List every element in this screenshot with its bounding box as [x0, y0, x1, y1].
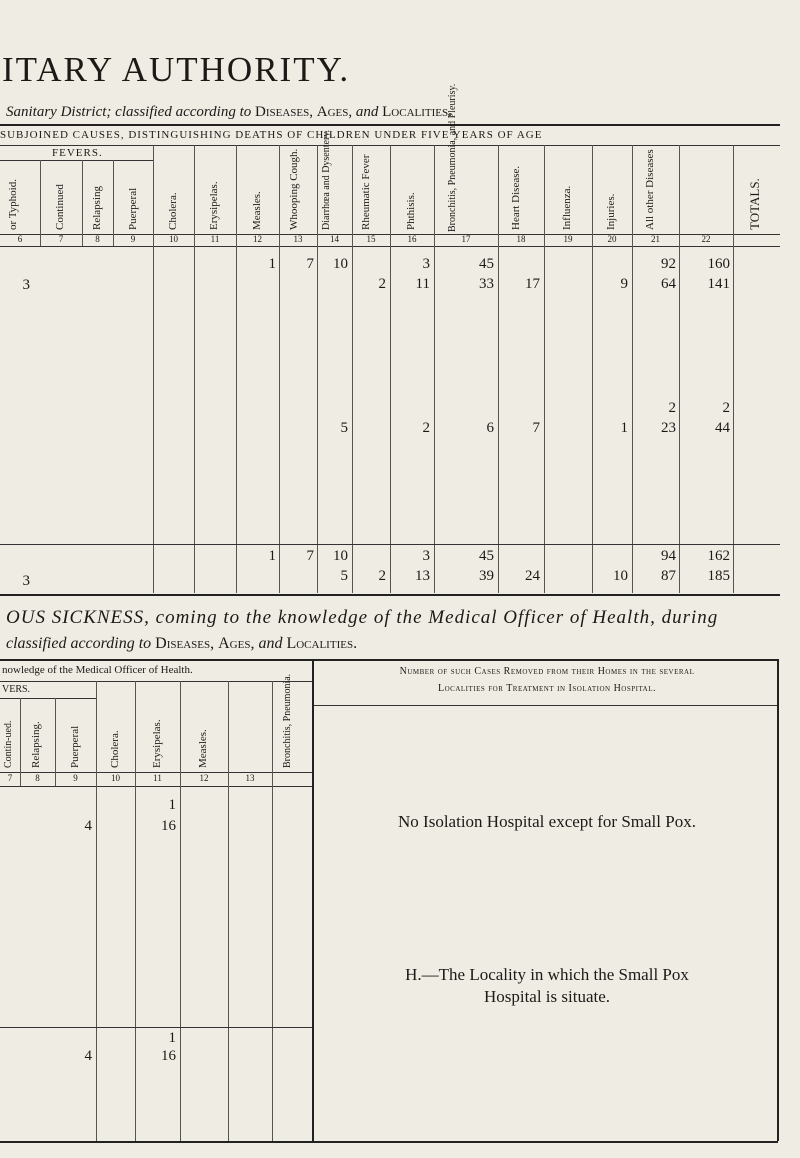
t1-colnum: 15: [366, 234, 376, 244]
section2-term-ages: Ages,: [218, 635, 255, 652]
t1-colnum: 14: [330, 234, 339, 244]
t1-header-typhoid: or Typhoid.: [7, 179, 19, 230]
section2-and: and: [258, 635, 283, 652]
isolation-caption: [316, 663, 778, 697]
t1-sep: [434, 145, 435, 593]
table1-caption: SUBJOINED CAUSES, DISTINGUISHING DEATHS OF CHILDREN UNDER FIVE YEARS OF AGE: [0, 129, 543, 141]
table2-bottom-rule: [0, 1141, 778, 1143]
t1-header-measles: Measles.: [251, 191, 263, 230]
t1-colnum: 20: [607, 234, 617, 244]
subtitle-term-diseases: Diseases,: [255, 104, 313, 120]
t1-header-relapsing: Relapsing: [91, 186, 103, 230]
t1-cell: 3: [422, 256, 430, 272]
t1-colnum: 10: [169, 234, 178, 244]
t1-total-cell: 24: [525, 568, 540, 584]
table2-totals-rule: [0, 1027, 312, 1028]
table2-top-rule: [0, 659, 778, 661]
t1-header-bronchitis: Bronchitis, Pneumonia, and Pleurisy.: [447, 83, 458, 232]
t1-row-label: 3: [22, 277, 30, 293]
t1-colnum: 13: [293, 234, 303, 244]
t1-total-cell: 162: [707, 548, 730, 564]
t1-sep: [632, 145, 633, 593]
t1-cell: 33: [479, 276, 494, 292]
t1-header-puerperal: Puerperal: [127, 187, 139, 230]
t2-sep: [180, 681, 181, 1141]
t2-colnum: 10: [111, 773, 120, 783]
t1-cell: 23: [661, 420, 676, 436]
t1-colnum: 8: [95, 234, 100, 244]
t2-colnum: 11: [153, 773, 162, 783]
t1-cell: 2: [378, 276, 386, 292]
t1-cell: 2: [668, 400, 676, 416]
t1-total-cell: 2: [378, 568, 386, 584]
isolation-note: No Isolation Hospital except for Small Pox.: [398, 812, 696, 831]
t1-total-cell: 45: [479, 548, 494, 564]
t1-header-injuries: Injuries.: [605, 193, 617, 230]
t1-cell: 45: [479, 256, 494, 272]
t2-divider: [312, 659, 314, 1141]
t1-sep: [153, 145, 154, 593]
t1-sep: [592, 145, 593, 593]
t2-colnum: 9: [73, 773, 78, 783]
table1-bottom-rule: [0, 594, 780, 596]
t1-sep: [498, 145, 499, 593]
t2-cell: 16: [161, 818, 176, 834]
t1-cell: 17: [525, 276, 540, 292]
section2-term-localities: Localities.: [286, 635, 358, 652]
t1-colnum: 11: [210, 234, 220, 244]
t1-total-cell: 1: [268, 548, 276, 564]
t1-cell: 10: [333, 256, 348, 272]
t2-header-erysipelas: Erysipelas.: [151, 719, 163, 768]
t1-total-cell: 185: [707, 568, 730, 584]
isolation-caption-line1: Number of such Cases Removed from their Homes in the several: [399, 666, 695, 677]
locality-note-line2: Hospital is situate.: [483, 987, 611, 1006]
t1-cell: 44: [715, 420, 730, 436]
locality-note-line1: H.—The Locality in which the Small Pox: [405, 965, 689, 984]
t1-cell: 2: [422, 420, 430, 436]
t2-cell: 1: [168, 797, 176, 813]
t1-sep: [352, 145, 353, 593]
t1-total-cell: 7: [306, 548, 314, 564]
isolation-caption-line2: Localities for Treatment in Isolation Hospital.: [437, 683, 657, 694]
t2-total-cell: 16: [161, 1048, 176, 1064]
t1-header-heart-disease: Heart Disease.: [510, 165, 522, 230]
t1-header-influenza: Influenza.: [561, 185, 573, 230]
t1-cell: 64: [661, 276, 676, 292]
t1-cell: 1: [620, 420, 628, 436]
t1-total-cell: 87: [661, 568, 676, 584]
t1-total-cell: 5: [340, 568, 348, 584]
t1-cell: 7: [532, 420, 540, 436]
t1-colnum: 17: [461, 234, 471, 244]
t1-cell: 160: [707, 256, 730, 272]
t1-sep: [194, 145, 195, 593]
t1-total-cell: 10: [333, 548, 348, 564]
t1-sep: [679, 145, 680, 593]
t1-header-totals: TOTALS.: [747, 178, 762, 230]
t1-colnum: 21: [651, 234, 660, 244]
t1-cell: 11: [415, 276, 430, 292]
t1-row-label: 3: [22, 573, 30, 589]
t2-sep: [272, 681, 273, 1141]
t1-cell: 6: [486, 420, 494, 436]
t1-sep: [317, 145, 318, 593]
t2-header-cholera: Cholera.: [109, 730, 121, 768]
t1-cell: 9: [620, 276, 628, 292]
t2-sep: [135, 681, 136, 1141]
t1-sep: [733, 145, 734, 593]
t2-total-cell: 1: [168, 1030, 176, 1046]
table2-fevers-rule: [0, 698, 96, 699]
t1-header-diarrhoea: Diarrhœa and Dysentery.: [321, 129, 332, 230]
section2-prefix: classified according to: [6, 635, 152, 652]
t1-colnum: 12: [253, 234, 262, 244]
t2-colnum: 12: [199, 773, 209, 783]
t2-header-bronchitis: Bronchitis, Pneumonia.: [282, 673, 293, 768]
subtitle-and: and: [355, 104, 379, 120]
t1-cell: 2: [722, 400, 730, 416]
t1-total-cell: 13: [415, 568, 430, 584]
section2-heading: OUS SICKNESS, coming to the knowledge of the Medical Officer of Health, during: [6, 607, 719, 628]
t1-total-cell: 10: [613, 568, 628, 584]
page-title: ITARY AUTHORITY.: [2, 50, 351, 89]
t1-sep: [279, 145, 280, 593]
t2-colnum: 8: [35, 773, 40, 783]
t1-colnum: 9: [130, 234, 136, 244]
t1-header-all-other: All other Diseases: [644, 149, 656, 230]
t1-total-cell: 39: [479, 568, 494, 584]
table2-caption-rule: [0, 681, 312, 682]
t1-cell: 7: [306, 256, 314, 272]
t1-cell: 5: [340, 420, 348, 436]
t1-header-cholera: Cholera.: [167, 192, 179, 230]
table1-fevers-label: FEVERS.: [52, 147, 103, 159]
t1-colnum: 6: [17, 234, 23, 244]
t1-total-cell: 94: [661, 548, 676, 564]
t1-sep: [544, 145, 545, 593]
t1-total-cell: 3: [422, 548, 430, 564]
table1-top-rule: [0, 124, 780, 126]
t1-colnum: 22: [701, 234, 711, 244]
t2-total-cell: 4: [84, 1048, 92, 1064]
section2-term-diseases: Diseases,: [155, 635, 215, 652]
t1-colnum: 19: [563, 234, 573, 244]
t1-sep: [390, 145, 391, 593]
t1-cell: 141: [707, 276, 730, 292]
t2-colnum: 7: [7, 773, 13, 783]
locality-note: [316, 964, 778, 1008]
subtitle-term-ages: Ages,: [316, 104, 353, 120]
table1-fevers-rule: [0, 160, 153, 161]
isolation-caption-rule: [314, 705, 778, 706]
t1-header-whooping-cough: Whooping Cough.: [288, 148, 300, 230]
t1-header-continued: Continued: [54, 184, 66, 230]
t2-header-continued: Contin-ued.: [3, 720, 14, 768]
isolation-right-border: [777, 659, 779, 1141]
t1-header-rheumatic-fever: Rheumatic Fever: [360, 154, 372, 230]
t2-sep: [96, 681, 97, 1141]
t2-header-measles: Measles.: [197, 729, 209, 768]
t2-header-relapsing: Relapsing.: [30, 721, 42, 768]
t1-cell: 92: [661, 256, 676, 272]
t2-cell: 4: [84, 818, 92, 834]
table2-caption: nowledge of the Medical Officer of Health.: [2, 664, 193, 676]
table1-totals-rule: [0, 544, 780, 545]
subtitle-term-localities: Localities.: [382, 104, 452, 120]
t1-sep: [236, 145, 237, 593]
table2-fevers-label: VERS.: [2, 684, 31, 695]
subtitle-prefix: Sanitary District; classified according to: [6, 104, 252, 120]
t1-header-erysipelas: Erysipelas.: [208, 181, 220, 230]
t1-colnum: 7: [58, 234, 64, 244]
t2-sep: [228, 681, 229, 1141]
t1-colnum: 16: [407, 234, 417, 244]
page-subtitle: [6, 104, 452, 121]
t1-header-phthisis: Phthisis.: [405, 192, 417, 230]
t1-cell: 1: [268, 256, 276, 272]
t1-colnum: 18: [516, 234, 526, 244]
section2-subheading: [6, 635, 357, 653]
t2-header-puerperal: Puerperal: [69, 725, 81, 768]
table2-header-rule: [0, 786, 312, 787]
t2-colnum: 13: [245, 773, 255, 783]
